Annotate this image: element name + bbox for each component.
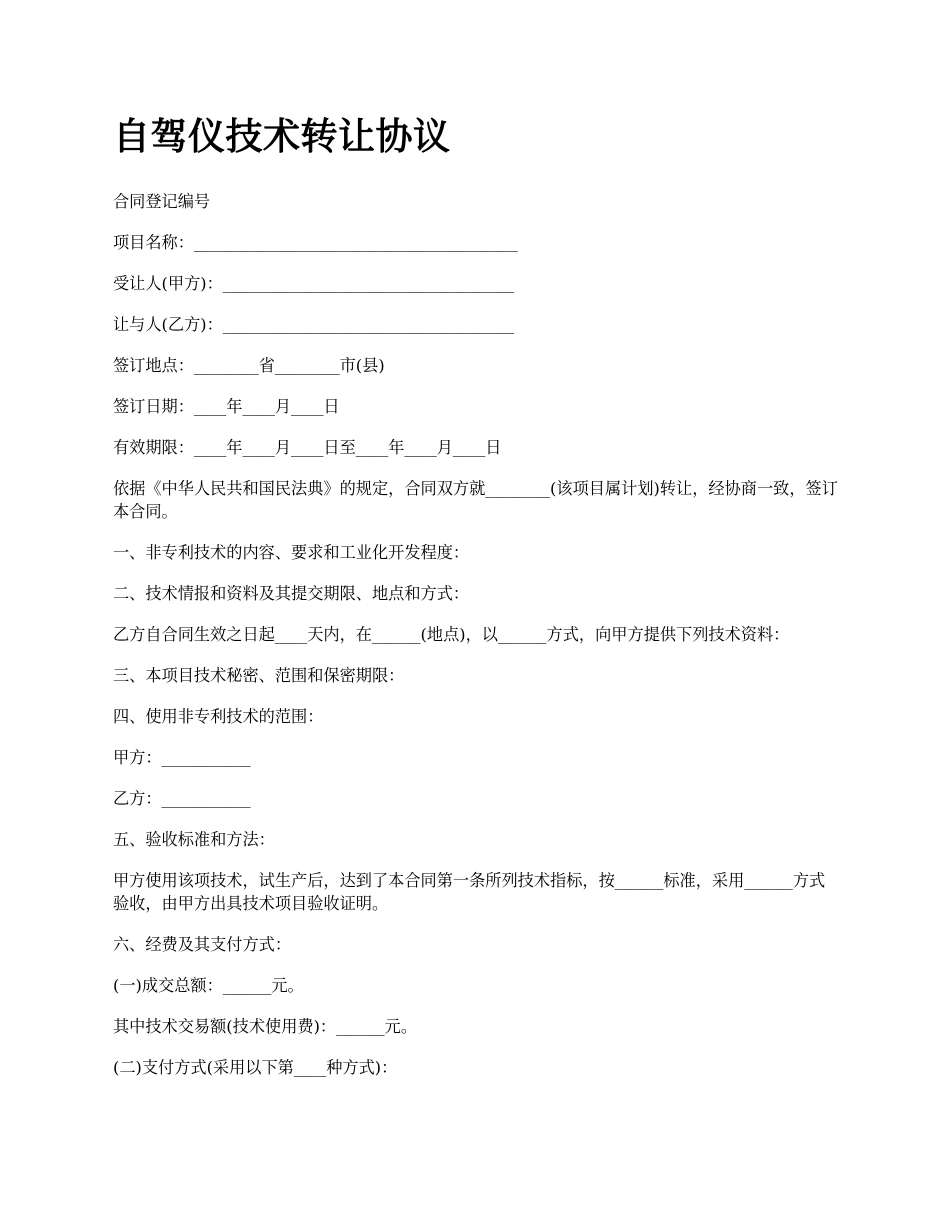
contract-registration-number: 合同登记编号	[113, 192, 211, 211]
section-4-heading: 四、使用非专利技术的范围：	[113, 707, 324, 726]
section-5-heading: 五、验收标准和方法：	[113, 830, 275, 849]
payment-method-line: (二)支付方式(采用以下第____种方式)：	[113, 1058, 398, 1077]
section-1-heading: 一、非专利技术的内容、要求和工业化开发程度：	[113, 543, 470, 562]
section-2-body: 乙方自合同生效之日起____天内，在______(地点)，以______方式，向甲方提供下列技术资料：	[113, 625, 790, 644]
preamble-paragraph: 依据《中华人民共和国民法典》的规定，合同双方就________(该项目属计划)转让，经协商一致，签订本合同。	[113, 479, 838, 521]
section-3-heading: 三、本项目技术秘密、范围和保密期限：	[113, 666, 405, 685]
section-2-heading: 二、技术情报和资料及其提交期限、地点和方式：	[113, 584, 470, 603]
document-body	[113, 110, 840, 1097]
validity-period-line: 有效期限：____年____月____日至____年____月____日	[113, 438, 502, 457]
technology-fee-line: 其中技术交易额(技术使用费)：______元。	[113, 1017, 418, 1036]
section-4-party-a: 甲方：___________	[113, 748, 251, 767]
party-b-line: 让与人(乙方)：____________________________________	[113, 315, 515, 334]
total-amount-line: (一)成交总额：______元。	[113, 976, 304, 995]
section-6-heading: 六、经费及其支付方式：	[113, 935, 292, 954]
party-a-line: 受让人(甲方)：____________________________________	[113, 274, 515, 293]
project-name-line: 项目名称：________________________________________	[113, 233, 518, 252]
signing-date-line: 签订日期：____年____月____日	[113, 397, 340, 416]
section-5-body: 甲方使用该项技术，试生产后，达到了本合同第一条所列技术指标，按______标准，采用______方式验收，由甲方出具技术项目验收证明。	[113, 871, 826, 913]
section-4-party-b: 乙方：___________	[113, 789, 251, 808]
document-title: 自驾仪技术转让协议	[113, 115, 451, 158]
signing-place-line: 签订地点：________省________市(县)	[113, 356, 385, 375]
